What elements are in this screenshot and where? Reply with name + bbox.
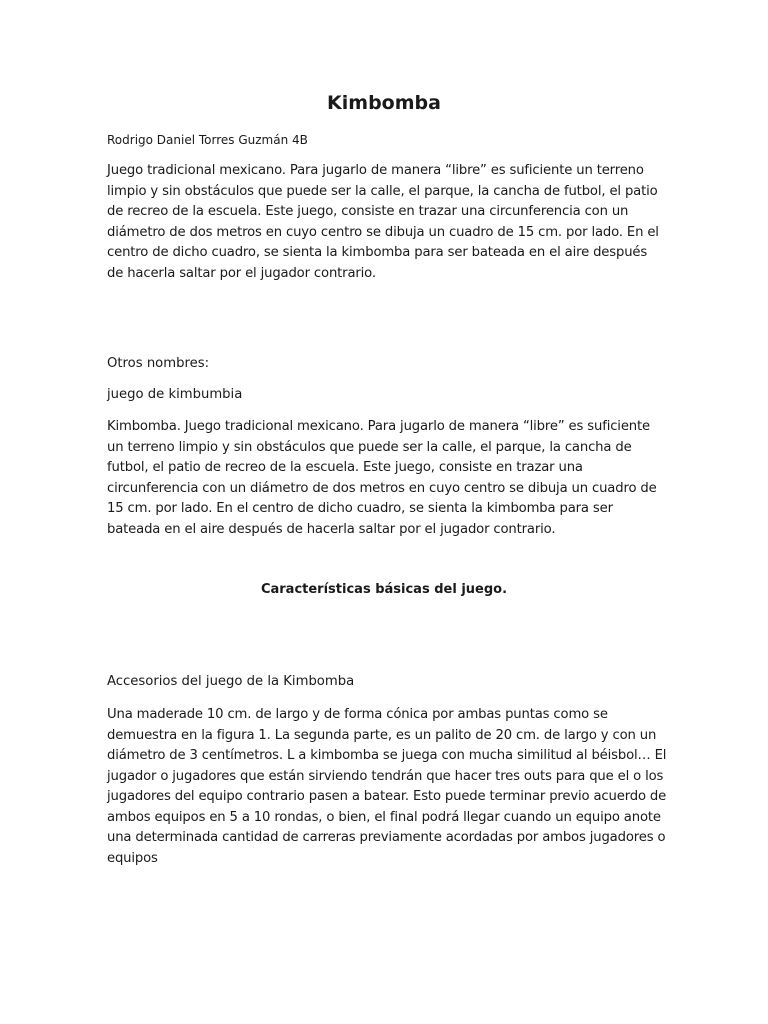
intro-paragraph: Juego tradicional mexicano. Para jugarlo de manera “libre” es suficiente un terreno limpio y sin obstáculos que puede ser la calle, el parque, la cancha de futbol, el patio de recreo de la escuela. Este juego, consiste en trazar una circunferencia con un diámetro de dos metros en cuyo centro se dibuja un cuadro de 15 cm. por lado. En el centro de dicho cuadro, se sienta la kimbomba para ser bateada en el aire después de hacerla saltar por el jugador contrario. bbox=[107, 163, 659, 281]
other-name-item: juego de kimbumbia bbox=[107, 387, 243, 402]
description-paragraph: Kimbomba. Juego tradicional mexicano. Para jugarlo de manera “libre” es suficiente un terreno limpio y sin obstáculos que puede ser la calle, el parque, la cancha de futbol, el patio de recreo de la escuela. Este juego, consiste en trazar una circunferencia con un diámetro de dos metros en cuyo centro se dibuja un cuadro de 15 cm. por lado. En el centro de dicho cuadro, se sienta la kimbomba para ser bateada en el aire después de hacerla saltar por el jugador contrario. bbox=[107, 419, 657, 537]
accessories-paragraph: Una maderade 10 cm. de largo y de forma cónica por ambas puntas como se demuestra en la figura 1. La segunda parte, es un palito de 20 cm. de largo y con un diámetro de 3 centímetros. L a kimbomba se juega con mucha similitud al béisbol… El jugador o jugadores que están sirviendo tendrán que hacer tres outs para que el o los jugadores del equipo contrario pasen a batear. Esto puede terminar previo acuerdo de ambos equipos en 5 a 10 rondas, o bien, el final podrá llegar cuando un equipo anote una determinada cantidad de carreras previamente acordadas por ambos jugadores o equipos bbox=[107, 707, 667, 866]
characteristics-heading: Características básicas del juego. bbox=[260, 582, 508, 597]
other-names-label: Otros nombres: bbox=[107, 356, 210, 371]
accessories-label: Accesorios del juego de la Kimbomba bbox=[107, 674, 355, 689]
author-line: Rodrigo Daniel Torres Guzmán 4B bbox=[107, 133, 308, 147]
document-title: Kimbomba bbox=[327, 92, 441, 114]
